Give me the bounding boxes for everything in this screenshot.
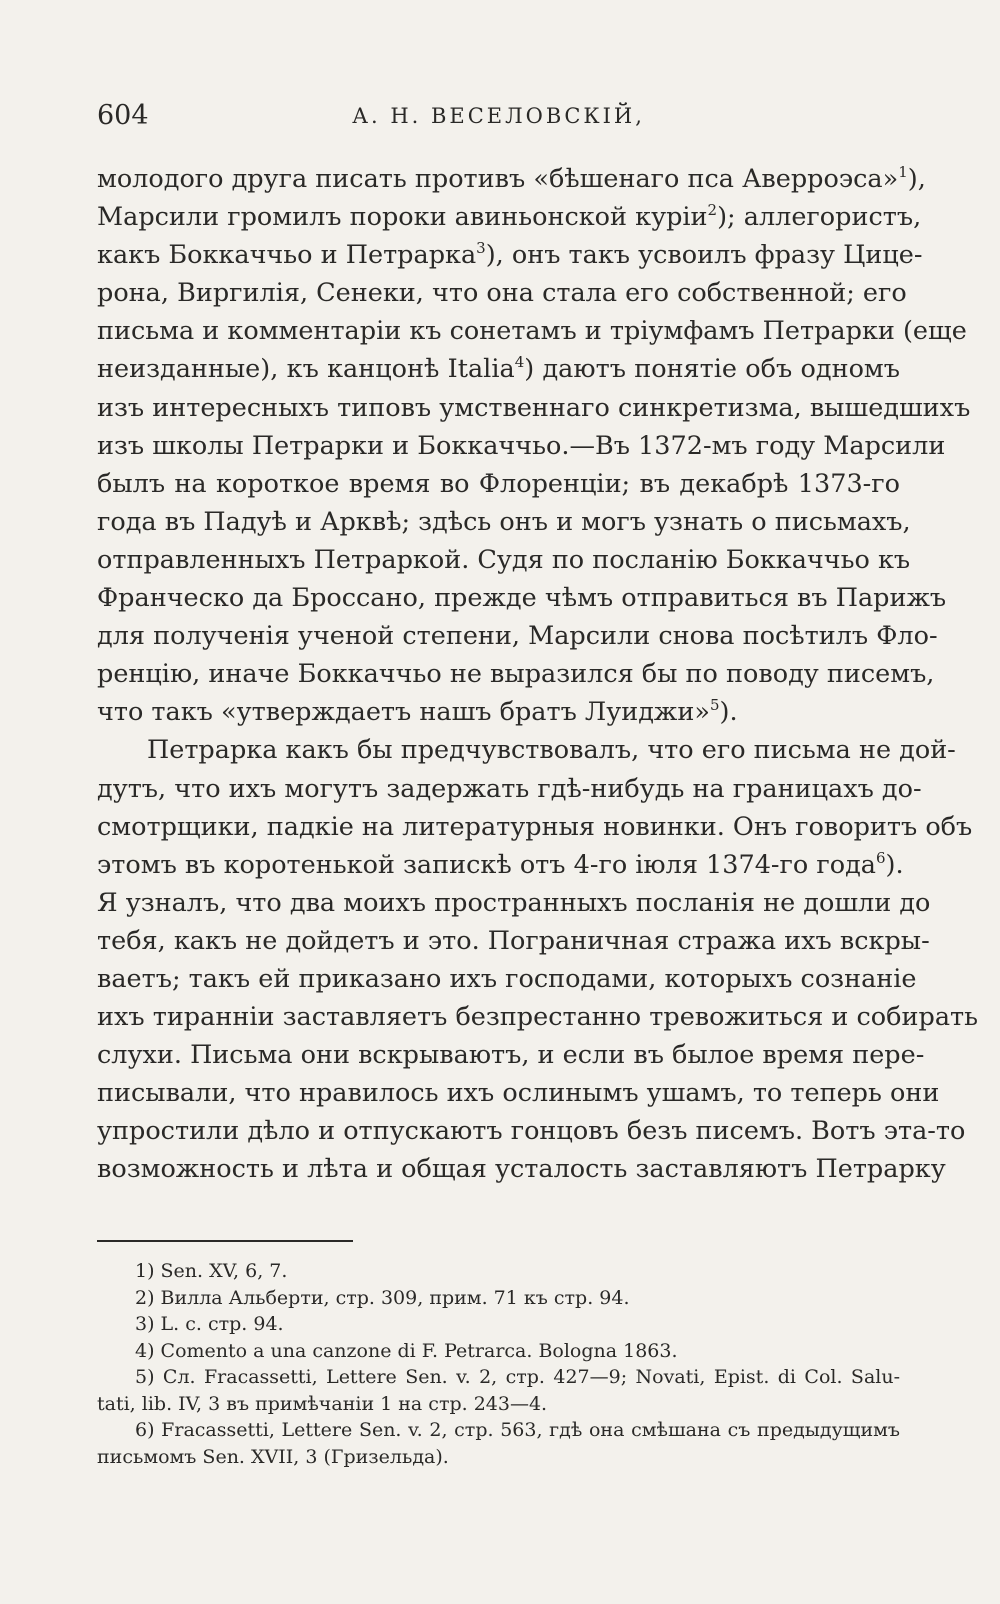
footnote-continuation: tati, lib. IV, 3 въ примѣчаніи 1 на стр. 243—4. [97, 1392, 548, 1415]
footnote-ref[interactable]: 3 [476, 239, 486, 258]
text-line: дутъ, что ихъ могутъ задержать гдѣ-нибудь на границахъ до- [97, 773, 922, 804]
text-line: Марсили громилъ пороки авиньонской куріи$^2$); аллегористъ, [97, 201, 922, 233]
footnote: 5) Сл. Fracassetti, Lettere Sen. v. 2, стр. 427—9; Novati, Epist. di Col. Salu- [135, 1366, 900, 1388]
text-line: молодого друга писать противъ «бѣшенаго пса Аверроэса»$^1$), [97, 163, 926, 194]
text-line: былъ на короткое время во Флоренціи; въ декабрѣ 1373-го [97, 468, 900, 499]
footnote: 1) Sen. XV, 6, 7. [135, 1260, 288, 1282]
running-head: А. Н. ВЕСЕЛОВСКІЙ, [352, 104, 645, 128]
text-line: какъ Боккаччьо и Петрарка$^3$), онъ такъ усвоилъ фразу Цице- [97, 239, 923, 271]
page-header [97, 100, 900, 140]
text-line: что такъ «утверждаетъ нашъ братъ Луиджи»$^5$). [97, 696, 738, 728]
text-line: неизданные), къ канцонѣ Italia$^4$) даютъ понятіе объ одномъ [97, 353, 900, 385]
footnotes [97, 1258, 900, 1470]
footnote-continuation: письмомъ Sen. XVII, 3 (Гризельда). [97, 1445, 449, 1468]
page-number: 604 [97, 100, 149, 131]
text-line: тебя, какъ не дойдетъ и это. Пограничная стража ихъ вскры- [97, 925, 930, 956]
text-line: возможность и лѣта и общая усталость заставляютъ Петрарку [97, 1154, 946, 1185]
text-line: изъ школы Петрарки и Боккаччьо.—Въ 1372-мъ году Марсили [97, 430, 946, 461]
text-line: Петрарка какъ бы предчувствовалъ, что его письма не дой- [147, 735, 956, 766]
text-line: рона, Виргилія, Сенеки, что она стала его собственной; его [97, 278, 907, 309]
footnote-ref[interactable]: 4 [514, 353, 525, 372]
text-line: упростили дѣло и отпускаютъ гонцовъ безъ писемъ. Вотъ эта-то [97, 1116, 966, 1147]
text-line: Франческо да Броссано, прежде чѣмъ отправиться въ Парижъ [97, 583, 947, 614]
text-line: письма и комментаріи къ сонетамъ и тріумфамъ Петрарки (еще [97, 316, 967, 347]
text-line: для полученія ученой степени, Марсили снова посѣтилъ Фло- [97, 621, 938, 652]
text-line: этомъ въ коротенькой запискѣ отъ 4-го іюля 1374-го года$^6$). [97, 848, 904, 880]
text-line: слухи. Письма они вскрываютъ, и если въ былое время пере- [97, 1040, 925, 1071]
text-line: писывали, что нравилось ихъ ослинымъ ушамъ, то теперь они [97, 1078, 940, 1109]
body-text [97, 160, 979, 1189]
footnote-ref[interactable]: 1 [898, 163, 908, 181]
text-line: смотрщики, падкіе на литературныя новинки. Онъ говоритъ объ [97, 811, 973, 842]
footnote: 2) Вилла Альберти, стр. 309, прим. 71 къ стр. 94. [135, 1286, 630, 1309]
footnote-divider [97, 1240, 353, 1242]
footnote-ref[interactable]: 2 [707, 201, 718, 220]
text-line: Я узналъ, что два моихъ пространныхъ посланія не дошли до [97, 887, 931, 918]
footnote: 3) L. c. стр. 94. [135, 1313, 284, 1335]
footnote: 4) Comento a una canzone di F. Petrarca. Bologna 1863. [135, 1339, 678, 1362]
text-line: изъ интересныхъ типовъ умственнаго синкретизма, вышедшихъ [97, 392, 971, 423]
footnote-ref[interactable]: 6 [875, 848, 886, 867]
text-line: ваетъ; такъ ей приказано ихъ господами, которыхъ сознаніе [97, 963, 917, 994]
footnote-ref[interactable]: 5 [709, 696, 720, 715]
text-line: ихъ тиранніи заставляетъ безпрестанно тревожиться и собирать [97, 1002, 979, 1033]
text-line: отправленныхъ Петраркой. Судя по посланію Боккаччьо къ [97, 544, 911, 575]
footnote: 6) Fracassetti, Lettere Sen. v. 2, стр. 563, гдѣ она смѣшана съ предыдущимъ [135, 1419, 900, 1441]
text-line: ренцію, иначе Боккаччьо не выразился бы по поводу писемъ, [97, 659, 935, 690]
text-line: года въ Падуѣ и Арквѣ; здѣсь онъ и могъ узнать о письмахъ, [97, 506, 911, 537]
